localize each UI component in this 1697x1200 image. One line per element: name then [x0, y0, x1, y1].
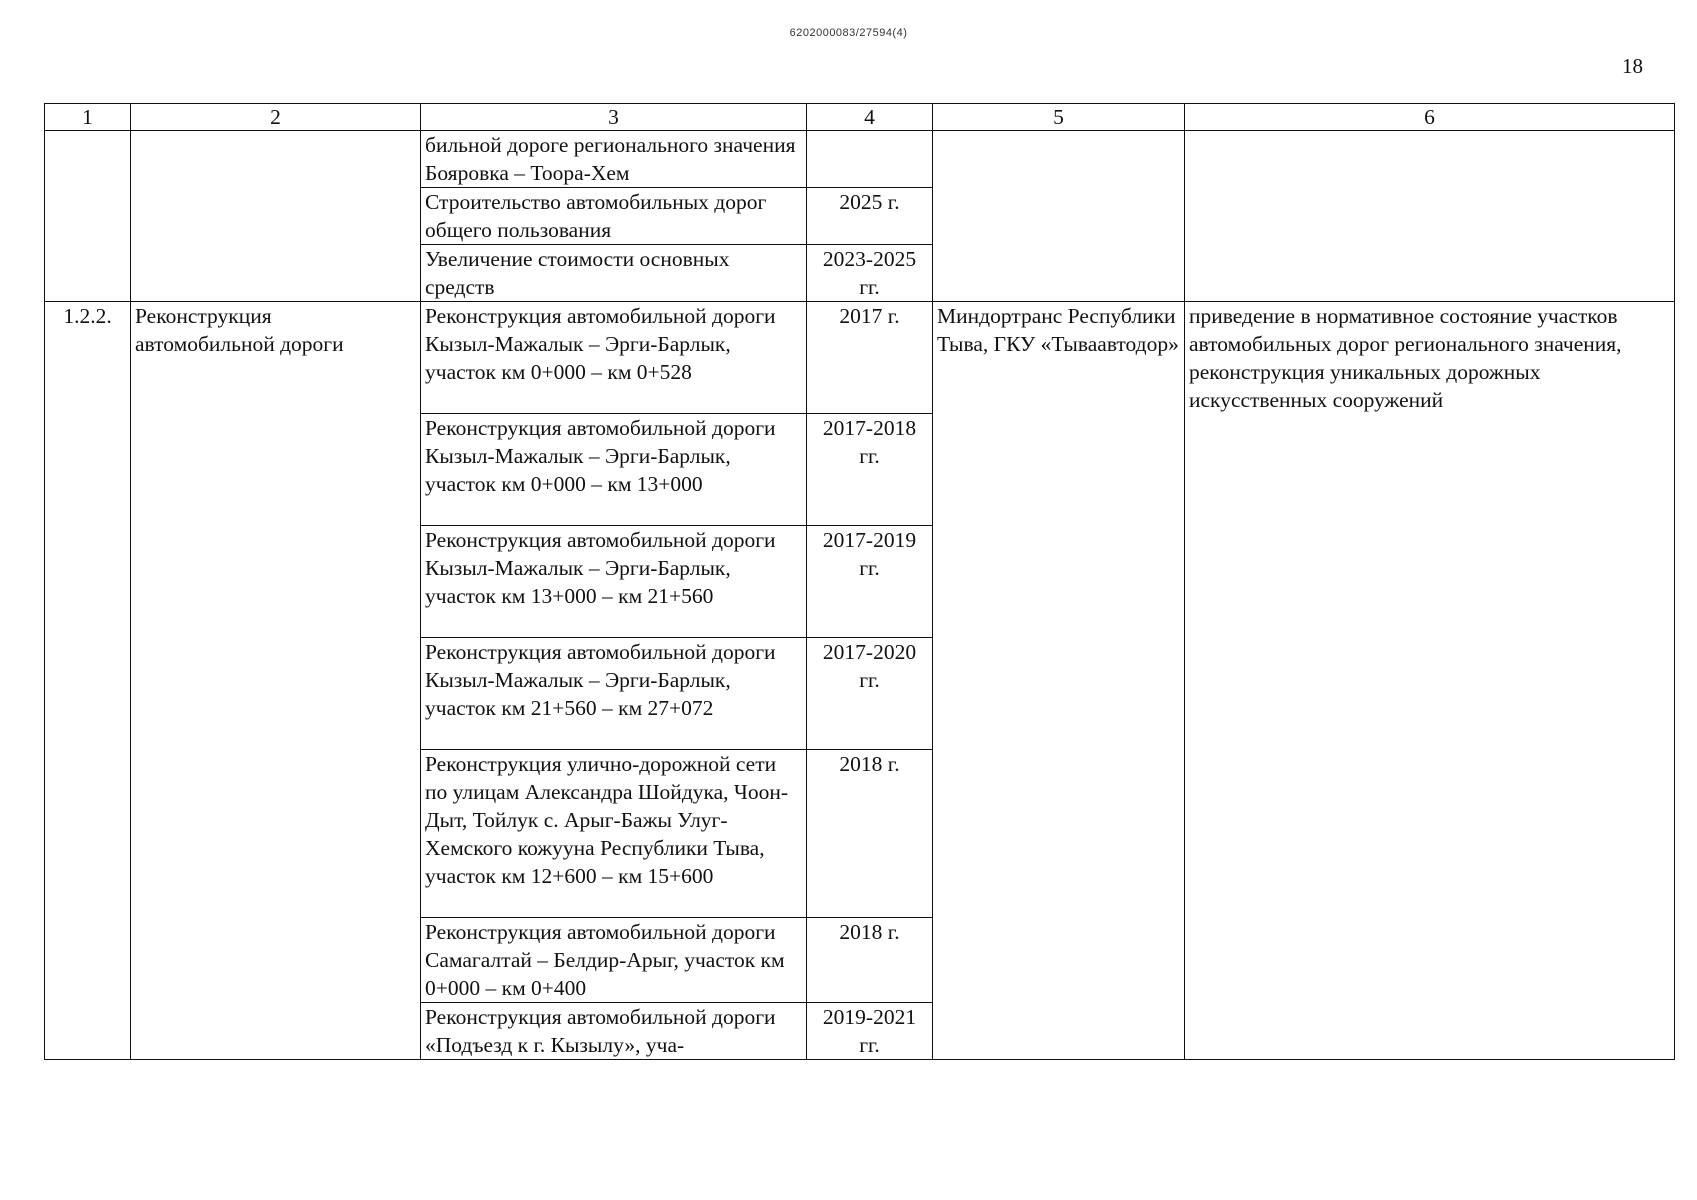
empty-cell	[933, 131, 1185, 302]
column-header: 2	[131, 104, 421, 131]
section-number: 1.2.2.	[45, 302, 131, 1060]
measure-cell: Реконструкция автомобильной дороги Кызыл-Мажалык – Эрги-Барлык, участок км 13+000 – км 21+560	[421, 526, 807, 638]
document-code: 6202000083/27594(4)	[789, 27, 908, 39]
measure-cell: бильной дороге регионального значения Бояровка – Тоора-Хем	[421, 131, 807, 188]
table-header-row	[45, 104, 1675, 131]
column-header: 5	[933, 104, 1185, 131]
column-header: 3	[421, 104, 807, 131]
period-cell: 2018 г.	[807, 918, 933, 1003]
period-cell: 2017 г.	[807, 302, 933, 414]
measure-cell: Реконструкция автомобильной дороги Кызыл-Мажалык – Эрги-Барлык, участок км 21+560 – км 27+072	[421, 638, 807, 750]
period-cell: 2019-2021 гг.	[807, 1003, 933, 1060]
measure-cell: Увеличение стоимости основных средств	[421, 245, 807, 302]
column-header: 6	[1185, 104, 1675, 131]
period-cell: 2018 г.	[807, 750, 933, 918]
period-cell	[807, 131, 933, 188]
empty-cell	[45, 131, 131, 302]
page-number: 18	[1622, 54, 1643, 78]
measure-cell: Строительство автомобильных дорог общего пользования	[421, 188, 807, 245]
measure-cell: Реконструкция автомобильной дороги Кызыл-Мажалык – Эрги-Барлык, участок км 0+000 – км 13+000	[421, 414, 807, 526]
program-table	[44, 103, 1675, 1060]
measure-cell: Реконструкция автомобильной дороги Кызыл-Мажалык – Эрги-Барлык, участок км 0+000 – км 0+528	[421, 302, 807, 414]
period-cell: 2017-2019 гг.	[807, 526, 933, 638]
column-header: 1	[45, 104, 131, 131]
column-header: 4	[807, 104, 933, 131]
period-cell: 2017-2018 гг.	[807, 414, 933, 526]
period-cell: 2017-2020 гг.	[807, 638, 933, 750]
section-name: Реконструкция автомобильной дороги	[131, 302, 421, 1060]
table-row	[45, 131, 1675, 188]
empty-cell	[131, 131, 421, 302]
measure-cell: Реконструкция автомобильной дороги «Подъезд к г. Кызылу», уча-	[421, 1003, 807, 1060]
measure-cell: Реконструкция улично-дорожной сети по улицам Александра Шойдука, Чоон-Дыт, Тойлук с. Арыг-Бажы Улуг-Хемского кожууна Республики Тыва, участок км 12+600 – км 15+600	[421, 750, 807, 918]
period-cell: 2023-2025 гг.	[807, 245, 933, 302]
period-cell: 2025 г.	[807, 188, 933, 245]
empty-cell	[1185, 131, 1675, 302]
responsible-cell: Миндортранс Республики Тыва, ГКУ «Тываавтодор»	[933, 302, 1185, 1060]
measure-cell: Реконструкция автомобильной дороги Самагалтай – Белдир-Арыг, участок км 0+000 – км 0+400	[421, 918, 807, 1003]
table-row	[45, 302, 1675, 414]
result-cell: приведение в нормативное состояние участков автомобильных дорог регионального значения, реконструкция уникальных дорожных искусственных сооружений	[1185, 302, 1675, 1060]
